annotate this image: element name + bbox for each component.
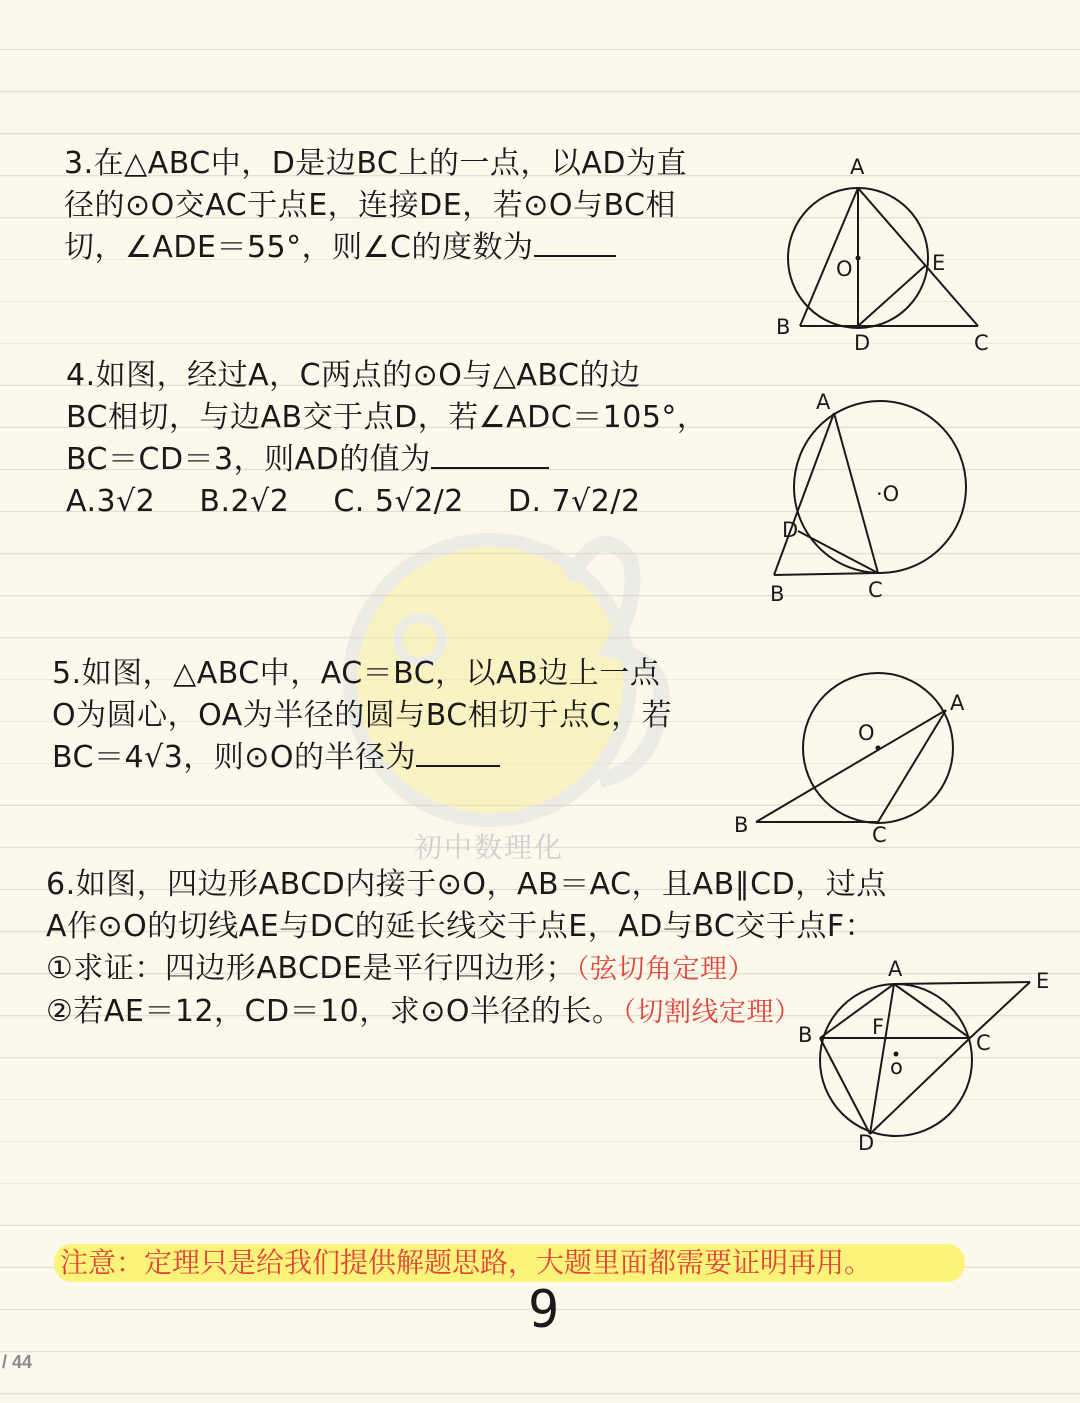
q5-label-a: A (950, 691, 965, 715)
q4-label-b: B (770, 582, 785, 606)
q4-label-a: A (816, 390, 831, 414)
note-highlight: 注意：定理只是给我们提供解题思路，大题里面都需要证明再用。 (54, 1244, 965, 1282)
q5-figure (730, 670, 990, 850)
q6-label-e: E (1036, 969, 1050, 993)
q4-line2: BC相切，与边AB交于点D，若∠ADC＝105°， (66, 400, 708, 435)
q6-line4: ②若AE＝12，CD＝10，求⊙O半径的长。 (46, 994, 623, 1029)
q3-line2: 径的⊙O交AC于点E，连接DE，若⊙O与BC相 (64, 188, 676, 223)
q6-line3-wrap (46, 948, 887, 991)
q3-line1: 3.在△ABC中，D是边BC上的一点，以AD为直 (64, 146, 687, 181)
q3-line3-wrap (64, 227, 687, 269)
q4-options (66, 481, 707, 523)
q3-label-c: C (974, 331, 989, 355)
q3-label-e: E (932, 251, 946, 275)
q3-figure (770, 150, 1010, 360)
q3-label-b: B (776, 315, 791, 339)
page-number: 9 (528, 1280, 560, 1340)
q3-answer-blank (534, 229, 616, 257)
q4-line1: 4.如图，经过A，C两点的⊙O与△ABC的边 (66, 358, 641, 393)
q4-option-c: C. 5√2/2 (333, 484, 464, 519)
q4-answer-blank (431, 441, 549, 469)
q3-label-o: O (836, 257, 853, 281)
q5-answer-blank (416, 739, 500, 767)
q6-hint-1: （弦切角定理） (575, 954, 755, 985)
q4-line3: BC＝CD＝3，则AD的值为 (66, 442, 431, 477)
q4-label-o: ·O (876, 482, 900, 506)
page-count: / 44 (2, 1352, 33, 1372)
q5-label-c: C (872, 823, 887, 847)
q6-label-f: F (872, 1015, 885, 1039)
q6-line4-wrap (46, 991, 887, 1034)
question-4 (66, 355, 707, 523)
q4-label-d: D (782, 518, 799, 542)
q4-figure (760, 385, 980, 605)
q4-option-b: B.2√2 (199, 484, 290, 519)
q6-label-b: B (798, 1023, 813, 1047)
question-3 (64, 143, 687, 269)
q5-label-b: B (734, 813, 749, 837)
q6-line2: A作⊙O的切线AE与DC的延长线交于点E，AD与BC交于点F： (46, 909, 876, 944)
q6-line3: ①求证：四边形ABCDE是平行四边形； (46, 951, 576, 986)
q5-line3-wrap (52, 737, 672, 779)
q6-hint-2: （切割线定理） (622, 997, 802, 1028)
q4-option-a: A.3√2 (66, 484, 156, 519)
q3-line3: 切，∠ADE＝55°，则∠C的度数为 (64, 230, 534, 265)
question-6 (46, 864, 887, 1034)
q6-label-d: D (858, 1131, 875, 1155)
q6-label-o: o (890, 1055, 903, 1079)
q5-line2: O为圆心，OA为半径的圆与BC相切于点C，若 (52, 698, 673, 733)
q5-line3: BC＝4√3，则⊙O的半径为 (52, 740, 417, 775)
q4-line3-wrap (66, 439, 707, 481)
q6-figure (790, 950, 1060, 1160)
q6-label-c: C (976, 1031, 991, 1055)
q5-label-o: O (858, 721, 875, 745)
q4-option-d: D. 7√2/2 (507, 484, 641, 519)
q5-line1: 5.如图，△ABC中，AC＝BC，以AB边上一点 (52, 656, 661, 691)
q6-label-a: A (888, 957, 903, 981)
q6-line1: 6.如图，四边形ABCD内接于⊙O，AB＝AC，且AB∥CD，过点 (46, 867, 887, 902)
watermark-text: 初中数理化 (414, 831, 565, 864)
q4-label-c: C (868, 578, 883, 602)
question-5 (52, 653, 672, 779)
q3-label-d: D (854, 331, 871, 355)
q3-label-a: A (850, 155, 865, 179)
